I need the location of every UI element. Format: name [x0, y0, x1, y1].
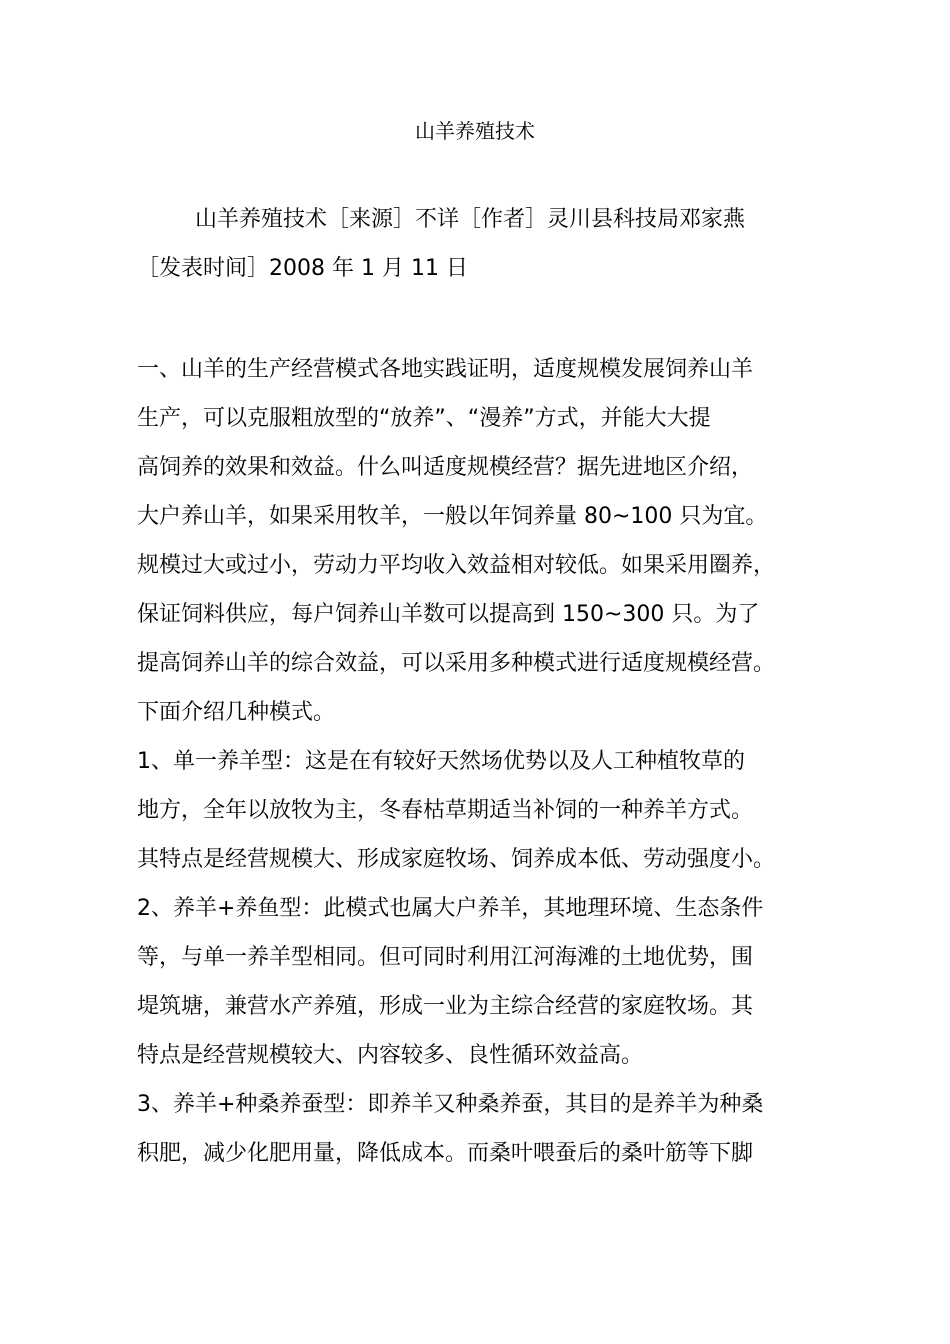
body-line: 一、山羊的生产经营模式各地实践证明，适度规模发展饲养山羊 — [137, 357, 754, 382]
body-line: 提高饲养山羊的综合效益，可以采用多种模式进行适度规模经营。 — [137, 651, 776, 676]
body-line: 高饲养的效果和效益。什么叫适度规模经营？据先进地区介绍， — [137, 455, 754, 480]
body-line: 下面介绍几种模式。 — [137, 700, 336, 725]
body-line: 其特点是经营规模大、形成家庭牧场、饲养成本低、劳动强度小。 — [137, 847, 776, 872]
body-line: 1、单一养羊型：这是在有较好天然场优势以及人工种植牧草的 — [137, 749, 745, 774]
body-text — [137, 345, 817, 1178]
body-line: 特点是经营规模较大、内容较多、良性循环效益高。 — [137, 1043, 644, 1068]
body-line: 规模过大或过小，劳动力平均收入效益相对较低。如果采用圈养， — [137, 553, 776, 578]
body-line: 保证饲料供应，每户饲养山羊数可以提高到 150~300 只。为了 — [137, 602, 760, 627]
body-line: 积肥，减少化肥用量，降低成本。而桑叶喂蚕后的桑叶筋等下脚 — [137, 1141, 754, 1166]
body-line: 生产，可以克服粗放型的“放养”、“漫养”方式，并能大大提 — [137, 406, 711, 431]
body-line: 大户养山羊，如果采用牧羊，一般以年饲养量 80~100 只为宜。 — [137, 504, 768, 529]
byline-line: ［发表时间］2008 年 1 月 11 日 — [137, 256, 468, 281]
body-line: 堤筑塘，兼营水产养殖，形成一业为主综合经营的家庭牧场。其 — [137, 994, 754, 1019]
body-line: 3、养羊+种桑养蚕型：即养羊又种桑养蚕，其目的是养羊为种桑 — [137, 1092, 764, 1117]
body-line: 地方，全年以放牧为主，冬春枯草期适当补饲的一种养羊方式。 — [137, 798, 754, 823]
body-line: 2、养羊+养鱼型：此模式也属大户养羊，其地理环境、生态条件 — [137, 896, 764, 921]
byline — [137, 195, 817, 293]
body-line: 等，与单一养羊型相同。但可同时利用江河海滩的土地优势，围 — [137, 945, 754, 970]
document-title: 山羊养殖技术 — [415, 119, 535, 143]
byline-line: 山羊养殖技术［来源］不详［作者］灵川县科技局邓家燕 — [195, 207, 746, 232]
